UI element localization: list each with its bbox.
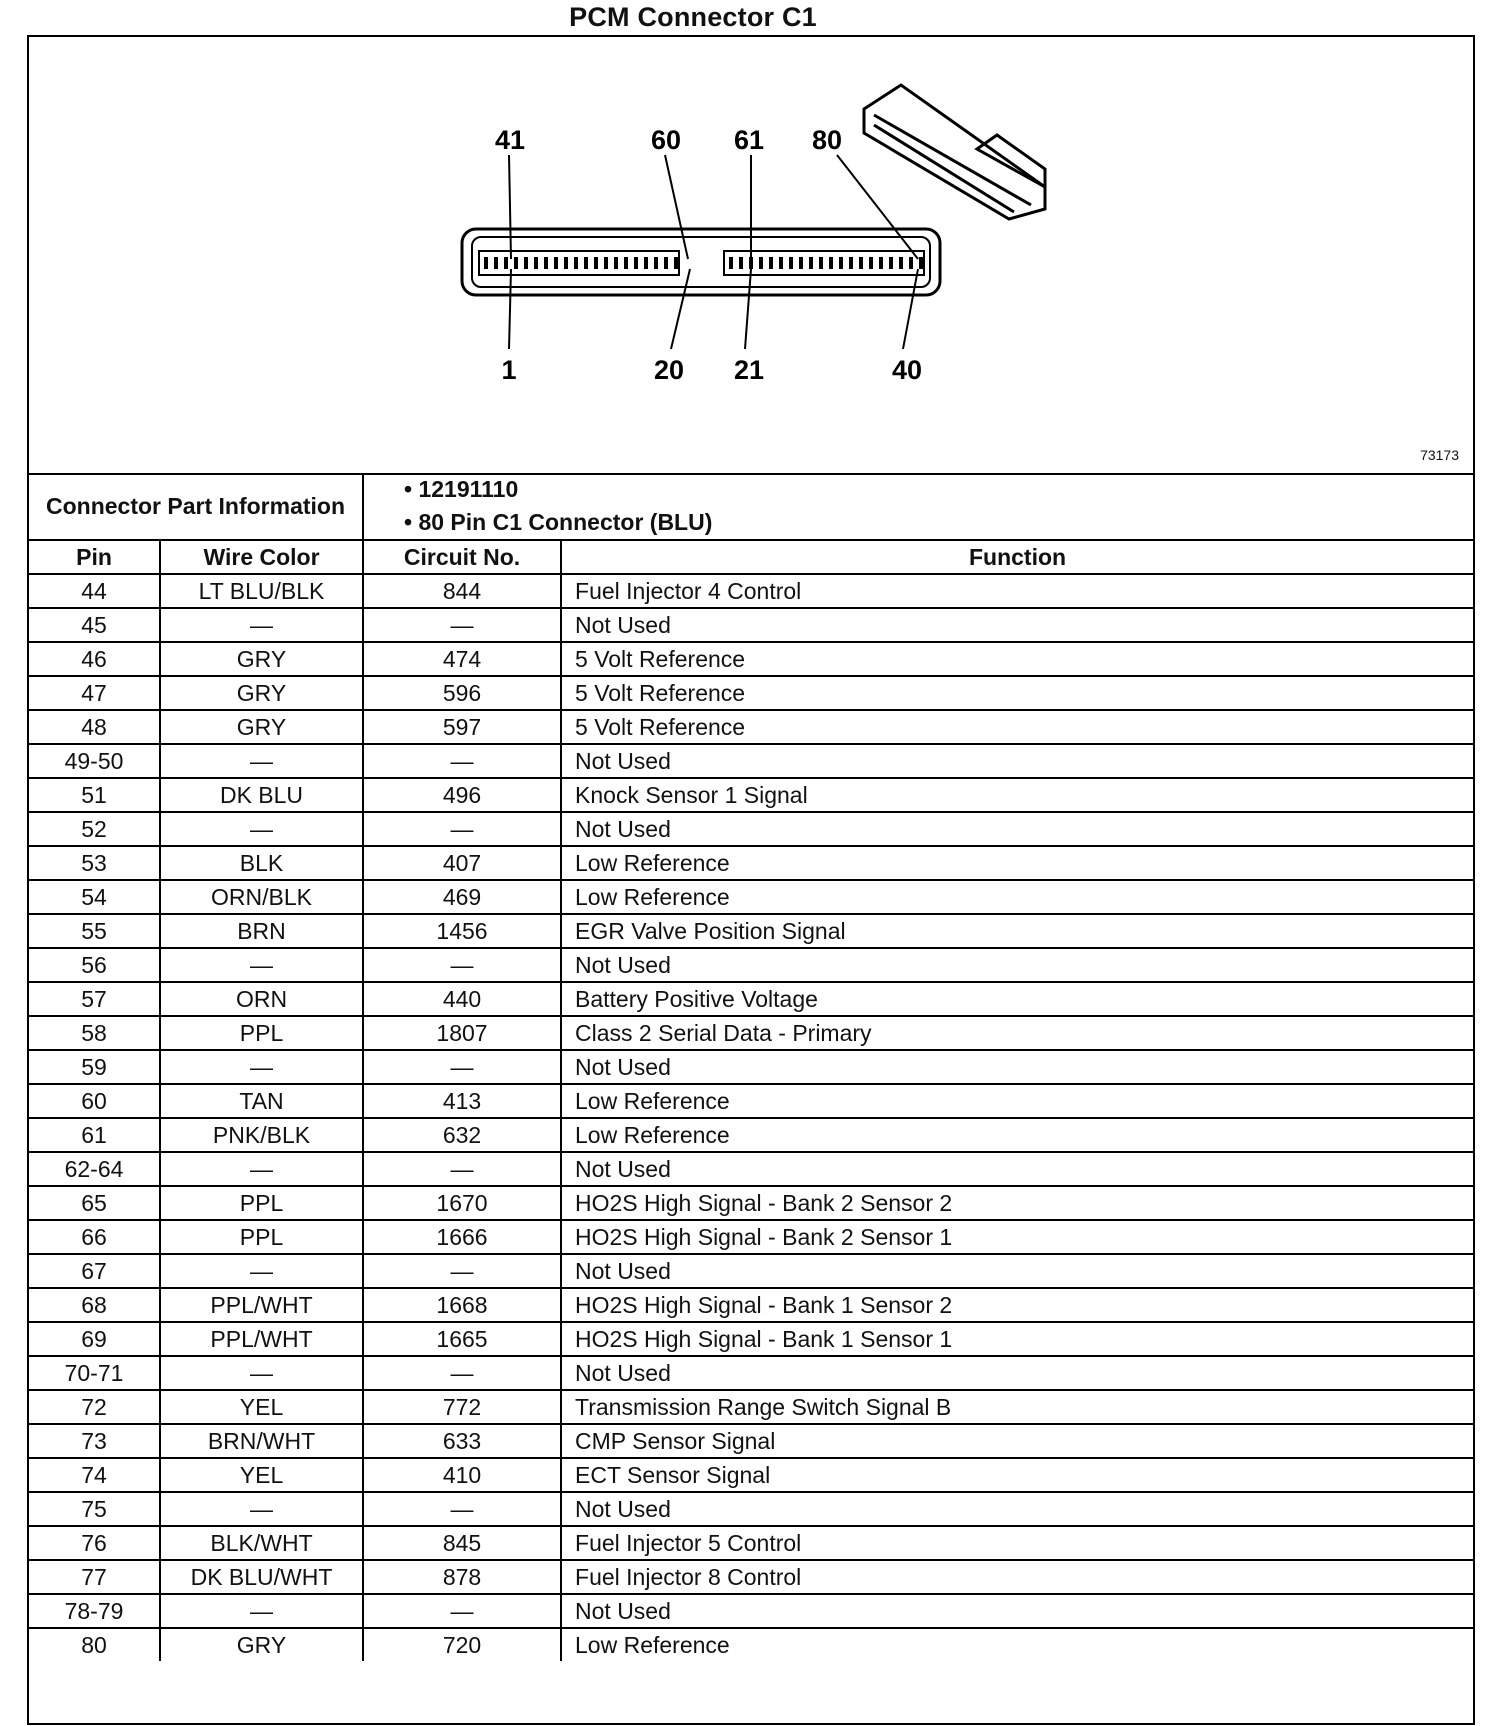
cell-circuit-no: — [363, 1356, 561, 1390]
cell-pin: 61 [29, 1118, 160, 1152]
part-info-values [363, 473, 1473, 540]
cell-wire-color: YEL [160, 1390, 363, 1424]
pin-label-61: 61 [733, 125, 765, 155]
cell-circuit-no: 845 [363, 1526, 561, 1560]
cell-function: Not Used [561, 1050, 1473, 1084]
cell-wire-color: — [160, 744, 363, 778]
cell-wire-color: PPL/WHT [160, 1322, 363, 1356]
cell-function: HO2S High Signal - Bank 1 Sensor 1 [561, 1322, 1473, 1356]
header-function: Function [561, 540, 1473, 574]
table-row [29, 744, 1473, 778]
cell-pin: 67 [29, 1254, 160, 1288]
cell-function: Knock Sensor 1 Signal [561, 778, 1473, 812]
cell-pin: 49-50 [29, 744, 160, 778]
cell-wire-color: ORN [160, 982, 363, 1016]
cell-circuit-no: 469 [363, 880, 561, 914]
cell-wire-color: PPL [160, 1186, 363, 1220]
pin-terminal [779, 257, 783, 269]
cell-pin: 54 [29, 880, 160, 914]
cell-wire-color: TAN [160, 1084, 363, 1118]
cell-pin: 69 [29, 1322, 160, 1356]
pinout-table [29, 473, 1473, 1661]
pin-terminal [729, 257, 733, 269]
pin-terminal [604, 257, 608, 269]
table-row [29, 948, 1473, 982]
cell-function: Not Used [561, 1152, 1473, 1186]
cell-circuit-no: 878 [363, 1560, 561, 1594]
cell-function: Fuel Injector 5 Control [561, 1526, 1473, 1560]
cell-circuit-no: — [363, 1254, 561, 1288]
cell-wire-color: — [160, 948, 363, 982]
cell-circuit-no: 1807 [363, 1016, 561, 1050]
pin-terminal [849, 257, 853, 269]
cell-wire-color: YEL [160, 1458, 363, 1492]
cell-pin: 72 [29, 1390, 160, 1424]
cell-function: 5 Volt Reference [561, 642, 1473, 676]
table-row [29, 642, 1473, 676]
cell-function: Battery Positive Voltage [561, 982, 1473, 1016]
cell-circuit-no: 772 [363, 1390, 561, 1424]
cell-function: Not Used [561, 608, 1473, 642]
cell-wire-color: GRY [160, 1628, 363, 1661]
part-info-row [29, 473, 1473, 540]
table-row [29, 1492, 1473, 1526]
cell-pin: 62-64 [29, 1152, 160, 1186]
cell-wire-color: BRN/WHT [160, 1424, 363, 1458]
cell-function: Not Used [561, 1254, 1473, 1288]
pin-terminal [654, 257, 658, 269]
cell-circuit-no: 1668 [363, 1288, 561, 1322]
cell-circuit-no: 720 [363, 1628, 561, 1661]
cell-wire-color: — [160, 1050, 363, 1084]
cell-pin: 70-71 [29, 1356, 160, 1390]
cell-pin: 56 [29, 948, 160, 982]
cell-circuit-no: 496 [363, 778, 561, 812]
pin-terminal [759, 257, 763, 269]
pin-label-60: 60 [650, 125, 682, 155]
pin-label-41: 41 [494, 125, 526, 155]
table-row [29, 1356, 1473, 1390]
connector-illustration [29, 37, 1473, 473]
cell-wire-color: PPL [160, 1016, 363, 1050]
cell-wire-color: PPL/WHT [160, 1288, 363, 1322]
cell-pin: 66 [29, 1220, 160, 1254]
pin-terminal [534, 257, 538, 269]
cell-circuit-no: 1456 [363, 914, 561, 948]
cell-circuit-no: — [363, 608, 561, 642]
table-row [29, 846, 1473, 880]
cell-function: EGR Valve Position Signal [561, 914, 1473, 948]
pin-terminal [739, 257, 743, 269]
pin-terminal [514, 257, 518, 269]
table-row [29, 1594, 1473, 1628]
pin-terminal [899, 257, 903, 269]
header-row [29, 540, 1473, 574]
cell-circuit-no: 844 [363, 574, 561, 608]
cell-circuit-no: — [363, 948, 561, 982]
cell-pin: 76 [29, 1526, 160, 1560]
cell-wire-color: DK BLU [160, 778, 363, 812]
cell-circuit-no: — [363, 1152, 561, 1186]
pin-label-20: 20 [653, 355, 685, 385]
pin-row-left [484, 257, 678, 269]
cell-circuit-no: — [363, 1050, 561, 1084]
table-row [29, 1254, 1473, 1288]
table-row [29, 1458, 1473, 1492]
cell-circuit-no: 597 [363, 710, 561, 744]
cell-function: Low Reference [561, 880, 1473, 914]
pin-bank-right [724, 251, 924, 275]
cell-function: ECT Sensor Signal [561, 1458, 1473, 1492]
table-row [29, 982, 1473, 1016]
table-row [29, 880, 1473, 914]
cell-wire-color: PPL [160, 1220, 363, 1254]
cell-pin: 53 [29, 846, 160, 880]
cell-wire-color: — [160, 1152, 363, 1186]
pin-terminal [869, 257, 873, 269]
table-row [29, 710, 1473, 744]
cell-function: Fuel Injector 8 Control [561, 1560, 1473, 1594]
pin-terminal [524, 257, 528, 269]
connector-diagram [29, 37, 1473, 475]
pin-terminal [789, 257, 793, 269]
pin-terminal [644, 257, 648, 269]
cell-function: Not Used [561, 948, 1473, 982]
cell-pin: 46 [29, 642, 160, 676]
cell-circuit-no: 410 [363, 1458, 561, 1492]
table-row [29, 1424, 1473, 1458]
cell-circuit-no: 474 [363, 642, 561, 676]
table-row [29, 1390, 1473, 1424]
cell-wire-color: BLK [160, 846, 363, 880]
table-row [29, 778, 1473, 812]
pin-terminal [574, 257, 578, 269]
cell-function: HO2S High Signal - Bank 2 Sensor 1 [561, 1220, 1473, 1254]
pin-terminal [614, 257, 618, 269]
table-row [29, 1050, 1473, 1084]
cell-function: 5 Volt Reference [561, 710, 1473, 744]
pin-label-80: 80 [811, 125, 843, 155]
cell-pin: 48 [29, 710, 160, 744]
cell-function: Low Reference [561, 1118, 1473, 1152]
cell-function: Transmission Range Switch Signal B [561, 1390, 1473, 1424]
cell-function: Not Used [561, 744, 1473, 778]
pin-terminal [564, 257, 568, 269]
cell-function: HO2S High Signal - Bank 1 Sensor 2 [561, 1288, 1473, 1322]
cell-pin: 65 [29, 1186, 160, 1220]
pin-terminal [799, 257, 803, 269]
cell-function: Low Reference [561, 846, 1473, 880]
cell-circuit-no: 1666 [363, 1220, 561, 1254]
table-row [29, 812, 1473, 846]
cell-wire-color: — [160, 1356, 363, 1390]
table-row [29, 608, 1473, 642]
connector-frame [27, 35, 1475, 1725]
cell-pin: 52 [29, 812, 160, 846]
pin-terminal [494, 257, 498, 269]
pin-terminal [584, 257, 588, 269]
pin-terminal [919, 257, 923, 269]
pin-terminal [819, 257, 823, 269]
cell-function: Low Reference [561, 1628, 1473, 1661]
figure-id: 73173 [1420, 447, 1459, 463]
cell-wire-color: ORN/BLK [160, 880, 363, 914]
cell-pin: 77 [29, 1560, 160, 1594]
cell-pin: 80 [29, 1628, 160, 1661]
cell-circuit-no: — [363, 1492, 561, 1526]
pin-terminal [544, 257, 548, 269]
cell-pin: 51 [29, 778, 160, 812]
table-row [29, 1152, 1473, 1186]
cell-pin: 47 [29, 676, 160, 710]
part-description: • 80 Pin C1 Connector (BLU) [404, 509, 713, 535]
cell-pin: 60 [29, 1084, 160, 1118]
pin-row-right [729, 257, 923, 269]
cell-wire-color: BLK/WHT [160, 1526, 363, 1560]
page-title: PCM Connector C1 [569, 2, 817, 32]
table-row [29, 1118, 1473, 1152]
cell-pin: 59 [29, 1050, 160, 1084]
pin-label-1: 1 [501, 355, 517, 385]
table-row [29, 1288, 1473, 1322]
pin-terminal [554, 257, 558, 269]
cell-pin: 58 [29, 1016, 160, 1050]
cell-circuit-no: 407 [363, 846, 561, 880]
cell-pin: 68 [29, 1288, 160, 1322]
pin-terminal [859, 257, 863, 269]
cell-function: Not Used [561, 812, 1473, 846]
cell-wire-color: DK BLU/WHT [160, 1560, 363, 1594]
cell-circuit-no: 596 [363, 676, 561, 710]
cell-function: Not Used [561, 1492, 1473, 1526]
cell-function: Low Reference [561, 1084, 1473, 1118]
pin-label-40: 40 [891, 355, 923, 385]
pin-bank-left [479, 251, 679, 275]
cell-circuit-no: 633 [363, 1424, 561, 1458]
cell-wire-color: BRN [160, 914, 363, 948]
cell-wire-color: — [160, 812, 363, 846]
cell-circuit-no: — [363, 744, 561, 778]
cell-wire-color: — [160, 1254, 363, 1288]
mating-connector-sketch [864, 85, 1045, 219]
pin-label-21: 21 [733, 355, 765, 385]
pin-terminal [624, 257, 628, 269]
cell-function: CMP Sensor Signal [561, 1424, 1473, 1458]
cell-pin: 75 [29, 1492, 160, 1526]
cell-circuit-no: 632 [363, 1118, 561, 1152]
table-row [29, 1322, 1473, 1356]
cell-function: Not Used [561, 1356, 1473, 1390]
cell-circuit-no: 440 [363, 982, 561, 1016]
cell-wire-color: LT BLU/BLK [160, 574, 363, 608]
header-pin: Pin [29, 540, 160, 574]
pin-terminal [484, 257, 488, 269]
part-info-label: Connector Part Information [29, 473, 363, 540]
cell-function: HO2S High Signal - Bank 2 Sensor 2 [561, 1186, 1473, 1220]
table-row [29, 1186, 1473, 1220]
cell-pin: 55 [29, 914, 160, 948]
cell-circuit-no: 1665 [363, 1322, 561, 1356]
table-row [29, 1560, 1473, 1594]
table-row [29, 1084, 1473, 1118]
connector-body [462, 229, 940, 295]
pin-terminal [829, 257, 833, 269]
cell-wire-color: — [160, 1492, 363, 1526]
pin-terminal [769, 257, 773, 269]
cell-circuit-no: 1670 [363, 1186, 561, 1220]
part-number: • 12191110 [404, 476, 519, 502]
cell-wire-color: GRY [160, 676, 363, 710]
pin-terminal [879, 257, 883, 269]
table-row [29, 1016, 1473, 1050]
cell-function: Fuel Injector 4 Control [561, 574, 1473, 608]
cell-pin: 44 [29, 574, 160, 608]
pin-terminal [839, 257, 843, 269]
header-circuit-no: Circuit No. [363, 540, 561, 574]
cell-circuit-no: — [363, 1594, 561, 1628]
table-row [29, 914, 1473, 948]
pin-terminal [634, 257, 638, 269]
pin-terminal [594, 257, 598, 269]
cell-pin: 74 [29, 1458, 160, 1492]
cell-pin: 57 [29, 982, 160, 1016]
table-row [29, 1220, 1473, 1254]
cell-pin: 73 [29, 1424, 160, 1458]
pin-terminal [909, 257, 913, 269]
pin-terminal [664, 257, 668, 269]
cell-wire-color: GRY [160, 642, 363, 676]
header-wire-color: Wire Color [160, 540, 363, 574]
cell-function: 5 Volt Reference [561, 676, 1473, 710]
cell-wire-color: — [160, 608, 363, 642]
cell-circuit-no: — [363, 812, 561, 846]
cell-pin: 78-79 [29, 1594, 160, 1628]
table-row [29, 574, 1473, 608]
pin-terminal [504, 257, 508, 269]
cell-pin: 45 [29, 608, 160, 642]
cell-function: Not Used [561, 1594, 1473, 1628]
cell-wire-color: PNK/BLK [160, 1118, 363, 1152]
cell-wire-color: — [160, 1594, 363, 1628]
cell-function: Class 2 Serial Data - Primary [561, 1016, 1473, 1050]
table-row [29, 1628, 1473, 1661]
cell-wire-color: GRY [160, 710, 363, 744]
pin-terminal [889, 257, 893, 269]
cell-circuit-no: 413 [363, 1084, 561, 1118]
pin-terminal [809, 257, 813, 269]
table-row [29, 1526, 1473, 1560]
table-row [29, 676, 1473, 710]
pin-terminal [674, 257, 678, 269]
